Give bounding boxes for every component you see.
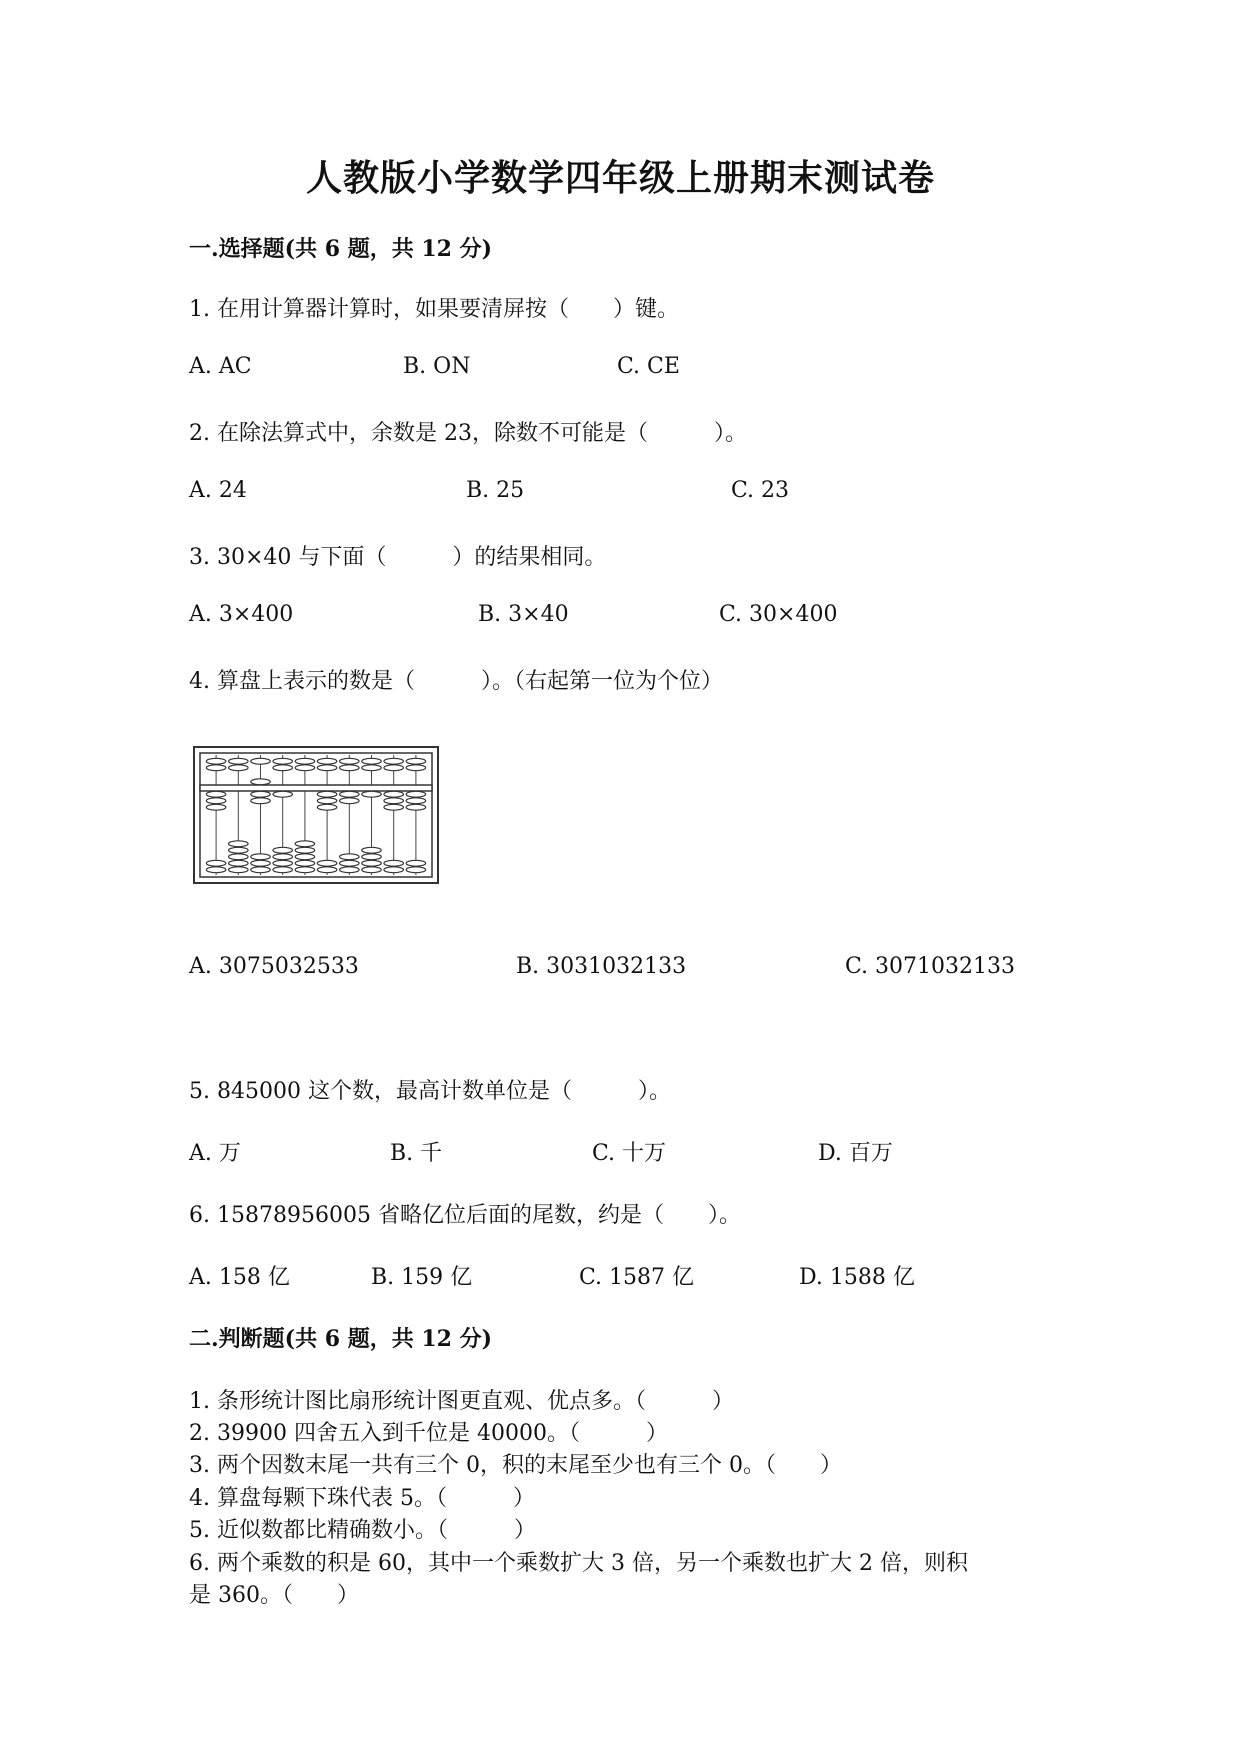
abacus-lower-bead [206,804,226,810]
abacus-lower-bead [362,791,382,797]
judge-question-1: 1. 条形统计图比扇形统计图更直观、优点多。（ ） [189,1389,734,1414]
abacus-lower-bead [273,867,293,873]
abacus-upper-bead [295,765,315,771]
abacus-upper-bead [340,758,360,764]
abacus-upper-bead [229,758,249,764]
abacus-lower-bead [406,798,426,804]
option-c: C. 3071032133 [845,954,1016,979]
abacus-upper-bead [362,758,382,764]
option-d: D. 百万 [818,1141,893,1166]
option-c: C. 十万 [592,1141,667,1166]
abacus-lower-bead [317,804,337,810]
page-title: 人教版小学数学四年级上册期末测试卷 [305,157,935,199]
abacus-lower-bead [229,841,249,847]
abacus-lower-bead [295,847,315,853]
abacus-lower-bead [251,867,271,873]
question-1: 1. 在用计算器计算时，如果要清屏按（ ）键。 [189,297,679,322]
abacus-upper-bead [206,765,226,771]
abacus-lower-bead [317,791,337,797]
abacus-lower-bead [384,867,404,873]
option-b: B. ON [403,354,471,379]
abacus-lower-bead [340,867,360,873]
section-heading-judge: 二.判断题(共 6 题，共 12 分) [189,1326,493,1352]
abacus-upper-bead [295,758,315,764]
abacus-lower-bead [229,847,249,853]
abacus-lower-bead [295,860,315,866]
option-c: C. 30×400 [719,602,838,627]
abacus-upper-bead [251,779,271,785]
abacus-lower-bead [251,798,271,804]
abacus-lower-bead [340,791,360,797]
abacus-upper-bead [340,765,360,771]
abacus-lower-bead [229,860,249,866]
abacus-lower-bead [251,860,271,866]
option-a: A. 3075032533 [189,954,359,979]
abacus-upper-bead [273,765,293,771]
abacus-upper-bead [251,758,271,764]
abacus-lower-bead [206,798,226,804]
abacus-lower-bead [406,860,426,866]
abacus-lower-bead [384,860,404,866]
abacus-lower-bead [406,867,426,873]
abacus-lower-bead [273,847,293,853]
abacus-lower-bead [273,860,293,866]
judge-question-5: 5. 近似数都比精确数小。（ ） [189,1518,536,1543]
abacus-lower-bead [406,804,426,810]
judge-question-6: 6. 两个乘数的积是 60，其中一个乘数扩大 3 倍，另一个乘数也扩大 2 倍，则积 [189,1551,968,1576]
abacus-lower-bead [362,854,382,860]
abacus-upper-bead [384,758,404,764]
abacus-lower-bead [295,867,315,873]
option-c: C. 23 [731,478,790,503]
question-5: 5. 845000 这个数，最高计数单位是（ ）。 [189,1079,671,1104]
abacus-figure [193,746,439,884]
abacus-lower-bead [340,854,360,860]
abacus-upper-bead [317,758,337,764]
abacus-lower-bead [206,867,226,873]
abacus-lower-bead [273,791,293,797]
abacus-lower-bead [229,867,249,873]
abacus-upper-bead [362,765,382,771]
abacus-lower-bead [251,791,271,797]
option-b: B. 3×40 [478,602,569,627]
abacus-lower-bead [384,804,404,810]
abacus-lower-bead [229,854,249,860]
abacus-lower-bead [384,798,404,804]
option-d: D. 1588 亿 [799,1265,915,1290]
option-c: C. CE [617,354,680,379]
option-a: A. 158 亿 [189,1265,290,1290]
abacus-lower-bead [251,854,271,860]
question-4: 4. 算盘上表示的数是（ ）。（右起第一位为个位） [189,669,723,694]
question-6: 6. 15878956005 省略亿位后面的尾数，约是（ ）。 [189,1203,741,1228]
option-c: C. 1587 亿 [579,1265,695,1290]
section-heading-choice: 一.选择题(共 6 题，共 12 分) [189,236,493,262]
option-b: B. 千 [390,1141,443,1166]
abacus-lower-bead [273,854,293,860]
option-a: A. AC [189,354,252,379]
abacus-lower-bead [384,791,404,797]
abacus-upper-bead [317,765,337,771]
judge-question-2: 2. 39900 四舍五入到千位是 40000。（ ） [189,1421,668,1446]
abacus-lower-bead [295,841,315,847]
abacus-upper-bead [384,765,404,771]
abacus-lower-bead [406,791,426,797]
abacus-lower-bead [295,854,315,860]
abacus-lower-bead [206,791,226,797]
option-b: B. 3031032133 [516,954,687,979]
option-a: A. 万 [189,1141,241,1166]
option-a: A. 3×400 [189,602,294,627]
abacus-lower-bead [362,867,382,873]
abacus-upper-bead [406,765,426,771]
question-2: 2. 在除法算式中，余数是 23，除数不可能是（ ）。 [189,421,747,446]
judge-question-6-continued: 是 360。（ ） [189,1583,359,1608]
option-b: B. 25 [466,478,525,503]
abacus-upper-bead [273,758,293,764]
abacus-lower-bead [317,860,337,866]
abacus-lower-bead [317,867,337,873]
abacus-lower-bead [362,847,382,853]
abacus-lower-bead [340,860,360,866]
judge-question-4: 4. 算盘每颗下珠代表 5。（ ） [189,1486,535,1511]
option-a: A. 24 [189,478,247,503]
abacus-beam [200,785,432,791]
abacus-upper-bead [229,765,249,771]
abacus-lower-bead [340,798,360,804]
abacus-lower-bead [362,860,382,866]
abacus-upper-bead [206,758,226,764]
abacus-lower-bead [206,860,226,866]
judge-question-3: 3. 两个因数末尾一共有三个 0，积的末尾至少也有三个 0。（ ） [189,1453,842,1478]
option-b: B. 159 亿 [371,1265,473,1290]
abacus-lower-bead [317,798,337,804]
abacus-upper-bead [406,758,426,764]
question-3: 3. 30×40 与下面（ ）的结果相同。 [189,545,607,570]
